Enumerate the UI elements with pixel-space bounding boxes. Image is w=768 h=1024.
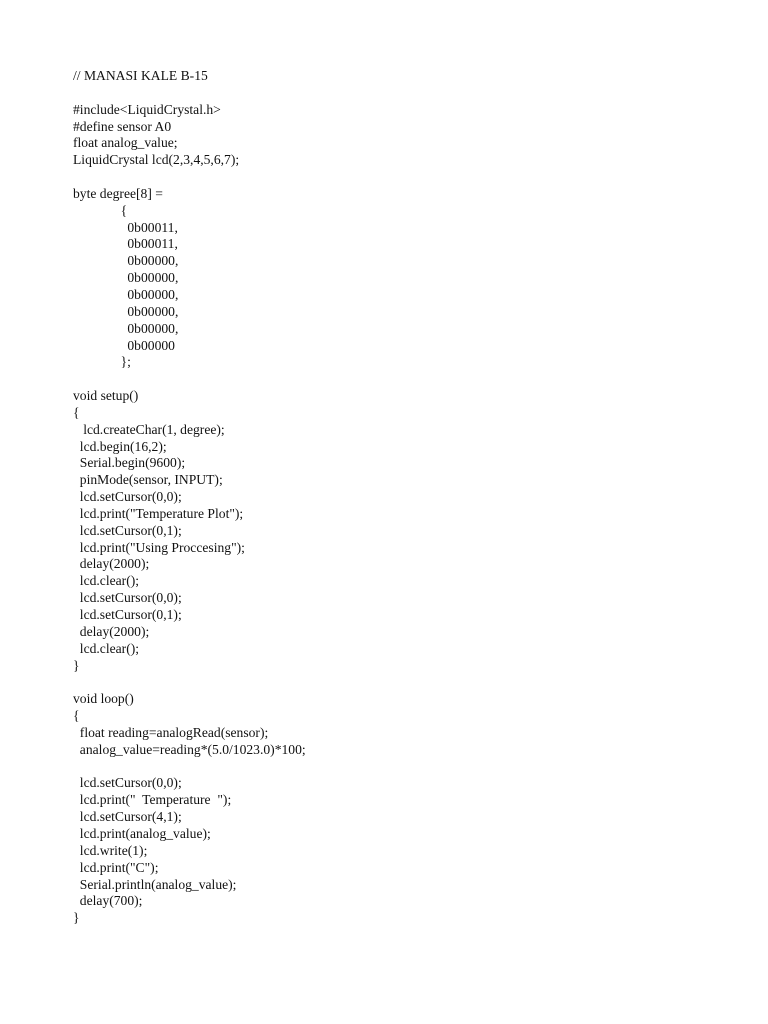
code-line: } — [73, 910, 80, 926]
code-line: 0b00000, — [73, 253, 179, 269]
code-line: delay(700); — [73, 893, 143, 909]
code-line: lcd.setCursor(4,1); — [73, 809, 182, 825]
code-line: LiquidCrystal lcd(2,3,4,5,6,7); — [73, 152, 240, 168]
code-line: }; — [73, 354, 131, 370]
code-line: float analog_value; — [73, 135, 178, 151]
code-line: lcd.print("Using Proccesing"); — [73, 539, 245, 555]
code-line: lcd.print("C"); — [73, 859, 159, 875]
code-line: 0b00000, — [73, 320, 179, 336]
code-line: 0b00000, — [73, 303, 179, 319]
code-line: lcd.begin(16,2); — [73, 438, 167, 454]
code-line: byte degree[8] = — [73, 185, 163, 201]
code-line: lcd.setCursor(0,0); — [73, 590, 182, 606]
code-line: { — [73, 404, 80, 420]
code-line: 0b00011, — [73, 219, 178, 235]
code-line: void setup() — [73, 388, 139, 404]
code-line: 0b00000, — [73, 270, 179, 286]
code-line — [73, 371, 306, 388]
code-line: lcd.print("Temperature Plot"); — [73, 505, 244, 521]
code-line: lcd.setCursor(0,0); — [73, 775, 182, 791]
code-line: lcd.setCursor(0,1); — [73, 522, 182, 538]
code-line: void loop() — [73, 691, 134, 707]
code-line: lcd.setCursor(0,0); — [73, 489, 182, 505]
code-line: lcd.clear(); — [73, 573, 140, 589]
code-line: } — [73, 657, 80, 673]
code-line: Serial.println(analog_value); — [73, 876, 237, 892]
code-line — [73, 85, 306, 102]
code-line: 0b00000, — [73, 286, 179, 302]
code-line: delay(2000); — [73, 556, 150, 572]
code-line: 0b00011, — [73, 236, 178, 252]
code-line: lcd.createChar(1, degree); — [73, 421, 225, 437]
code-line: { — [73, 708, 80, 724]
code-line: delay(2000); — [73, 623, 150, 639]
code-line — [73, 169, 306, 186]
code-line: lcd.setCursor(0,1); — [73, 607, 182, 622]
code-line: lcd.clear(); — [73, 640, 140, 656]
code-line: Serial.begin(9600); — [73, 455, 186, 471]
code-line: #include<LiquidCrystal.h> — [73, 101, 221, 117]
code-line: #define sensor A0 — [73, 118, 172, 134]
code-line: lcd.print(analog_value); — [73, 825, 211, 841]
code-line: float reading=analogRead(sensor); — [73, 724, 269, 740]
code-line: analog_value=reading*(5.0/1023.0)*100; — [73, 741, 306, 757]
code-line: { — [73, 202, 128, 218]
code-line: pinMode(sensor, INPUT); — [73, 472, 223, 488]
code-line: 0b00000 — [73, 337, 175, 353]
code-line: // MANASI KALE B-15 — [73, 68, 208, 83]
code-listing — [73, 68, 306, 927]
code-line: lcd.print(" Temperature "); — [73, 792, 232, 808]
code-line: lcd.write(1); — [73, 842, 148, 858]
code-line — [73, 759, 306, 776]
code-line — [73, 674, 306, 691]
